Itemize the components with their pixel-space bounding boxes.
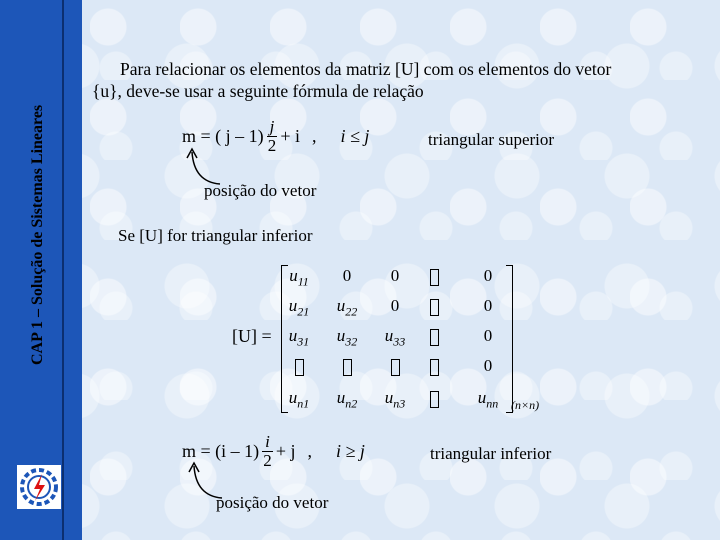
formula-lower-lhs: m = (i – 1) (182, 441, 260, 461)
matrix-cell (375, 356, 415, 376)
placeholder-box-icon (430, 269, 439, 286)
matrix-cell: 0 (483, 326, 493, 345)
upper-label: triangular superior (428, 130, 555, 149)
placeholder-box-icon (430, 299, 439, 316)
formula-lower-comma: , (307, 441, 313, 461)
matrix-cell (414, 356, 454, 376)
matrix-cell (414, 326, 454, 346)
matrix-cell (279, 356, 319, 376)
matrix-cell: 0 (483, 266, 493, 285)
matrix-cell: 0 (483, 296, 493, 315)
matrix-cell: 0 (390, 266, 400, 285)
institution-logo-icon (14, 462, 64, 512)
upper-arrow-label: posição do vetor (204, 181, 317, 200)
matrix-cell (414, 266, 454, 286)
matrix-cell: $u_{31}$ (288, 326, 310, 349)
formula-upper-lhs: m = ( j – 1) (182, 126, 264, 146)
matrix-cell: $u_{n1}$ (288, 388, 310, 411)
matrix-cell: $u_{22}$ (336, 296, 358, 319)
placeholder-box-icon (430, 329, 439, 346)
formula-lower-frac-num: i (262, 433, 273, 452)
matrix-cell: $u_{n3}$ (384, 388, 406, 411)
matrix-dimension: (n×n) (511, 398, 540, 412)
formula-upper-condition: i ≤ j (340, 126, 370, 146)
matrix-cell: $u_{33}$ (384, 326, 406, 349)
lower-label: triangular inferior (430, 444, 552, 463)
sidebar-divider (62, 0, 64, 540)
chapter-title: CAP 1 – Solução de Sistemas Lineares (29, 104, 46, 365)
sidebar (0, 0, 82, 540)
formula-lower-rhs: + j (275, 441, 296, 461)
matrix-cell: 0 (342, 266, 352, 285)
placeholder-box-icon (391, 359, 400, 376)
matrix-cell: $u_{nn}$ (477, 388, 499, 411)
lower-arrow-label: posição do vetor (216, 493, 329, 512)
placeholder-box-icon (430, 391, 439, 408)
matrix-label: [U] = (232, 326, 272, 346)
intro-line-2: {u}, deve-se usar a seguinte fórmula de relação (92, 81, 424, 101)
placeholder-box-icon (295, 359, 304, 376)
matrix-cell (414, 296, 454, 316)
formula-lower-fraction (262, 433, 273, 470)
formula-lower-condition: i ≥ j (336, 441, 365, 461)
formula-lower-frac-den: 2 (263, 451, 272, 470)
matrix-cell: $u_{11}$ (289, 266, 309, 289)
matrix-cell (414, 388, 454, 408)
matrix-cell (327, 356, 367, 376)
formula-upper-comma: , (312, 126, 317, 146)
formula-upper-frac-num: j (267, 118, 278, 137)
placeholder-box-icon (343, 359, 352, 376)
matrix-cell: 0 (390, 296, 400, 315)
placeholder-box-icon (430, 359, 439, 376)
formula-upper-frac-den: 2 (267, 136, 277, 155)
lower-intro: Se [U] for triangular inferior (118, 226, 313, 245)
matrix-cell: 0 (483, 356, 493, 375)
intro-paragraph (92, 58, 708, 102)
formula-upper-rhs: + i (280, 126, 301, 146)
matrix-cell: $u_{21}$ (288, 296, 310, 319)
formula-upper-fraction (267, 118, 278, 155)
matrix-cell: $u_{32}$ (336, 326, 358, 349)
matrix-cell: $u_{n2}$ (336, 388, 358, 411)
intro-line-1: Para relacionar os elementos da matriz [U] com os elementos do vetor (120, 59, 612, 79)
